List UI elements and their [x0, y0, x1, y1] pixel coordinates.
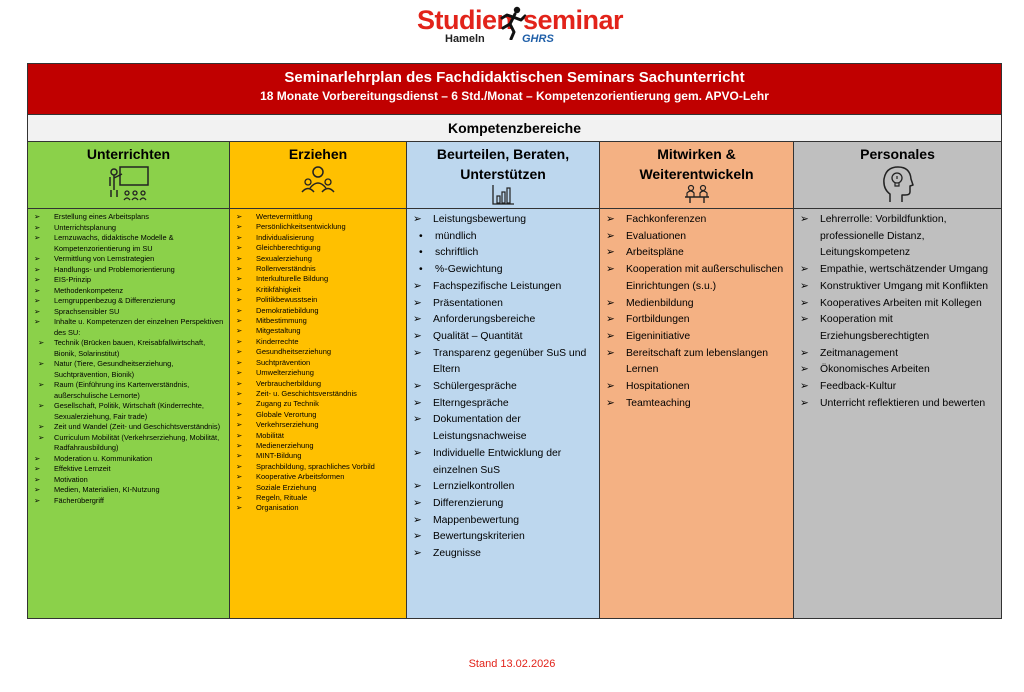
list-item: ➢ Hospitationen: [606, 379, 791, 396]
logo-word-studien: Studien: [417, 5, 513, 35]
list-item: ➢ Mitbestimmung: [236, 316, 404, 326]
list-item: ➢ Inhalte u. Kompetenzen der einzelnen Perspektiven des SU:: [34, 317, 227, 338]
list-item: ➢ Handlungs- und Problemorientierung: [34, 265, 227, 276]
dot-list-item: • schriftlich: [417, 245, 597, 262]
list-item: ➢ Elterngespräche: [413, 396, 597, 413]
list-item: ➢ Kooperation mit außerschulischen Einrichtungen (s.u.): [606, 262, 791, 295]
list-item: ➢ Fachspezifische Leistungen: [413, 279, 597, 296]
list-item: ➢ Zugang zu Technik: [236, 399, 404, 409]
list-item: ➢ Differenzierung: [413, 496, 597, 513]
list-item: ➢ Leistungsbewertung: [413, 212, 597, 229]
column-title-line1: Mitwirken &: [657, 146, 736, 162]
column-title-line2: Weiterentwickeln: [639, 166, 754, 182]
sublist-container: [34, 338, 227, 454]
curriculum-table: [27, 63, 1002, 619]
list-item: ➢ Suchtprävention: [236, 358, 404, 368]
list-item: ➢ Fortbildungen: [606, 312, 791, 329]
list-item: ➢ Methodenkompetenz: [34, 286, 227, 297]
column-list: [230, 209, 406, 514]
list-item: ➢ Sprachsensibler SU: [34, 307, 227, 318]
title-bar: [28, 64, 1001, 114]
list-item: ➢ Bewertungskriterien: [413, 529, 597, 546]
column-mitwirken: [600, 142, 794, 618]
column-list: [794, 209, 1001, 412]
list-item: ➢ Bereitschaft zum lebenslangen Lernen: [606, 346, 791, 379]
list-item: ➢ Kooperation mit Erziehungsberechtigten: [800, 312, 999, 345]
list-item: ➢ Eigeninitiative: [606, 329, 791, 346]
logo-word-seminar: seminar: [523, 5, 624, 35]
list-item: ➢ Schülergespräche: [413, 379, 597, 396]
list-item: ➢ EIS-Prinzip: [34, 275, 227, 286]
list-item: ➢ Lernzielkontrollen: [413, 479, 597, 496]
logo-city: Hameln: [445, 33, 485, 45]
column-unterrichten: [28, 142, 230, 618]
list-item: ➢ Soziale Erziehung: [236, 483, 404, 493]
list-item: ➢ Rollenverständnis: [236, 264, 404, 274]
column-header: [407, 142, 599, 209]
sublist-container: [413, 229, 597, 279]
list-item: ➢ Unterricht reflektieren und bewerten: [800, 396, 999, 413]
meeting-table-icon: [684, 184, 710, 204]
list-item: ➢ Persönlichkeitsentwicklung: [236, 222, 404, 232]
page-subtitle: 18 Monate Vorbereitungsdienst – 6 Std./Monat – Kompetenzorientierung gem. APVO-Lehr: [260, 89, 769, 103]
list-item: ➢ Konstruktiver Umgang mit Konflikten: [800, 279, 999, 296]
sub-list-item: ➢ Curriculum Mobilität (Verkehrserziehung, Mobilität, Radfahrausbildung): [38, 433, 227, 454]
list-item: ➢ Kooperatives Arbeiten mit Kollegen: [800, 296, 999, 313]
sub-list: [34, 338, 227, 454]
studienseminar-logo: [415, 4, 624, 48]
list-item: ➢ Evaluationen: [606, 229, 791, 246]
dot-list-item: • mündlich: [417, 229, 597, 246]
column-header: [28, 142, 229, 209]
list-item: ➢ Motivation: [34, 475, 227, 486]
list-item: ➢ Demokratiebildung: [236, 306, 404, 316]
list-item: ➢ Zeitmanagement: [800, 346, 999, 363]
sub-list-item: ➢ Zeit und Wandel (Zeit- und Geschichtsverständnis): [38, 422, 227, 433]
list-item: ➢ Moderation u. Kommunikation: [34, 454, 227, 465]
column-header: [794, 142, 1001, 209]
column-list: [600, 209, 793, 412]
sub-list-item: ➢ Raum (Einführung ins Kartenverständnis, außerschulische Lernorte): [38, 380, 227, 401]
section-header: Kompetenzbereiche: [28, 114, 1001, 142]
list-item: ➢ Ökonomisches Arbeiten: [800, 362, 999, 379]
logo-ghrs: GHRS: [522, 33, 554, 45]
list-item: ➢ Teamteaching: [606, 396, 791, 413]
page-title: Seminarlehrplan des Fachdidaktischen Seminars Sachunterricht: [284, 69, 745, 86]
list-item: ➢ Feedback-Kultur: [800, 379, 999, 396]
list-item: ➢ Verbraucherbildung: [236, 379, 404, 389]
column-header: [230, 142, 406, 209]
people-group-icon: [298, 164, 338, 200]
column-title-line2: Unterstützen: [460, 166, 546, 182]
list-item: ➢ Medienerziehung: [236, 441, 404, 451]
list-item: ➢ Zeit- u. Geschichtsverständnis: [236, 389, 404, 399]
list-item: ➢ Wertevermittlung: [236, 212, 404, 222]
list-item: ➢ Erstellung eines Arbeitsplans: [34, 212, 227, 223]
list-item: ➢ Regeln, Rituale: [236, 493, 404, 503]
list-item: ➢ Kritikfähigkeit: [236, 285, 404, 295]
list-item: ➢ Sexualerziehung: [236, 254, 404, 264]
column-title: Erziehen: [288, 146, 348, 162]
list-item: ➢ Arbeitspläne: [606, 245, 791, 262]
footer-date: Stand 13.02.2026: [468, 658, 556, 670]
list-item: ➢ Qualität – Quantität: [413, 329, 597, 346]
list-item: ➢ Medienbildung: [606, 296, 791, 313]
sub-list-item: ➢ Technik (Brücken bauen, Kreisabfallwirtschaft, Bionik, Solarinstitut): [38, 338, 227, 359]
list-item: ➢ Gleichberechtigung: [236, 243, 404, 253]
column-header: [600, 142, 793, 209]
list-item: ➢ Fachkonferenzen: [606, 212, 791, 229]
list-item: ➢ Anforderungsbereiche: [413, 312, 597, 329]
list-item: ➢ Gesundheitserziehung: [236, 347, 404, 357]
column-title-line1: Beurteilen, Beraten,: [436, 146, 570, 162]
list-item: ➢ Zeugnisse: [413, 546, 597, 563]
list-item: ➢ Globale Verortung: [236, 410, 404, 420]
list-item: ➢ Medien, Materialien, KI-Nutzung: [34, 485, 227, 496]
list-item: ➢ Interkulturelle Bildung: [236, 274, 404, 284]
list-item: ➢ Mappenbewertung: [413, 513, 597, 530]
bar-chart-icon: [491, 184, 515, 206]
head-lightbulb-icon: [880, 164, 916, 204]
sub-list-item: ➢ Natur (Tiere, Gesundheitserziehung, Suchtprävention, Bionik): [38, 359, 227, 380]
list-item: ➢ Transparenz gegenüber SuS und Eltern: [413, 346, 597, 379]
list-item: ➢ Vermittlung von Lernstrategien: [34, 254, 227, 265]
list-item: ➢ Fächerübergriff: [34, 496, 227, 507]
list-item: ➢ Lehrerrolle: Vorbildfunktion, professionelle Distanz, Leitungskompetenz: [800, 212, 999, 262]
list-item: ➢ Dokumentation der Leistungsnachweise: [413, 412, 597, 445]
column-personales: [794, 142, 1001, 618]
list-item: ➢ Effektive Lernzeit: [34, 464, 227, 475]
column-title: Personales: [860, 146, 935, 162]
list-item: ➢ Mobilität: [236, 431, 404, 441]
column-list: [407, 209, 599, 563]
list-item: ➢ Unterrichtsplanung: [34, 223, 227, 234]
list-item: ➢ Kooperative Arbeitsformen: [236, 472, 404, 482]
list-item: ➢ Mitgestaltung: [236, 326, 404, 336]
list-item: ➢ Individualisierung: [236, 233, 404, 243]
sub-list-item: ➢ Gesellschaft, Politik, Wirtschaft (Kinderrechte, Sexualerziehung, Fair trade): [38, 401, 227, 422]
column-list: [28, 209, 229, 506]
list-item: ➢ Präsentationen: [413, 296, 597, 313]
list-item: ➢ Organisation: [236, 503, 404, 513]
list-item: ➢ Lernzuwachs, didaktische Modelle & Kompetenzorientierung im SU: [34, 233, 227, 254]
list-item: ➢ Kinderrechte: [236, 337, 404, 347]
column-title: Unterrichten: [86, 146, 171, 162]
list-item: ➢ MINT-Bildung: [236, 451, 404, 461]
dot-list-item: • %-Gewichtung: [417, 262, 597, 279]
column-beurteilen: [407, 142, 600, 618]
list-item: ➢ Politikbewusstsein: [236, 295, 404, 305]
list-item: ➢ Verkehrserziehung: [236, 420, 404, 430]
list-item: ➢ Individuelle Entwicklung der einzelnen SuS: [413, 446, 597, 479]
list-item: ➢ Empathie, wertschätzender Umgang: [800, 262, 999, 279]
list-item: ➢ Lerngruppenbezug & Differenzierung: [34, 296, 227, 307]
list-item: ➢ Umwelterziehung: [236, 368, 404, 378]
dot-list: [413, 229, 597, 279]
list-item: ➢ Sprachbildung, sprachliches Vorbild: [236, 462, 404, 472]
teacher-board-icon: [106, 164, 152, 204]
column-erziehen: [230, 142, 407, 618]
